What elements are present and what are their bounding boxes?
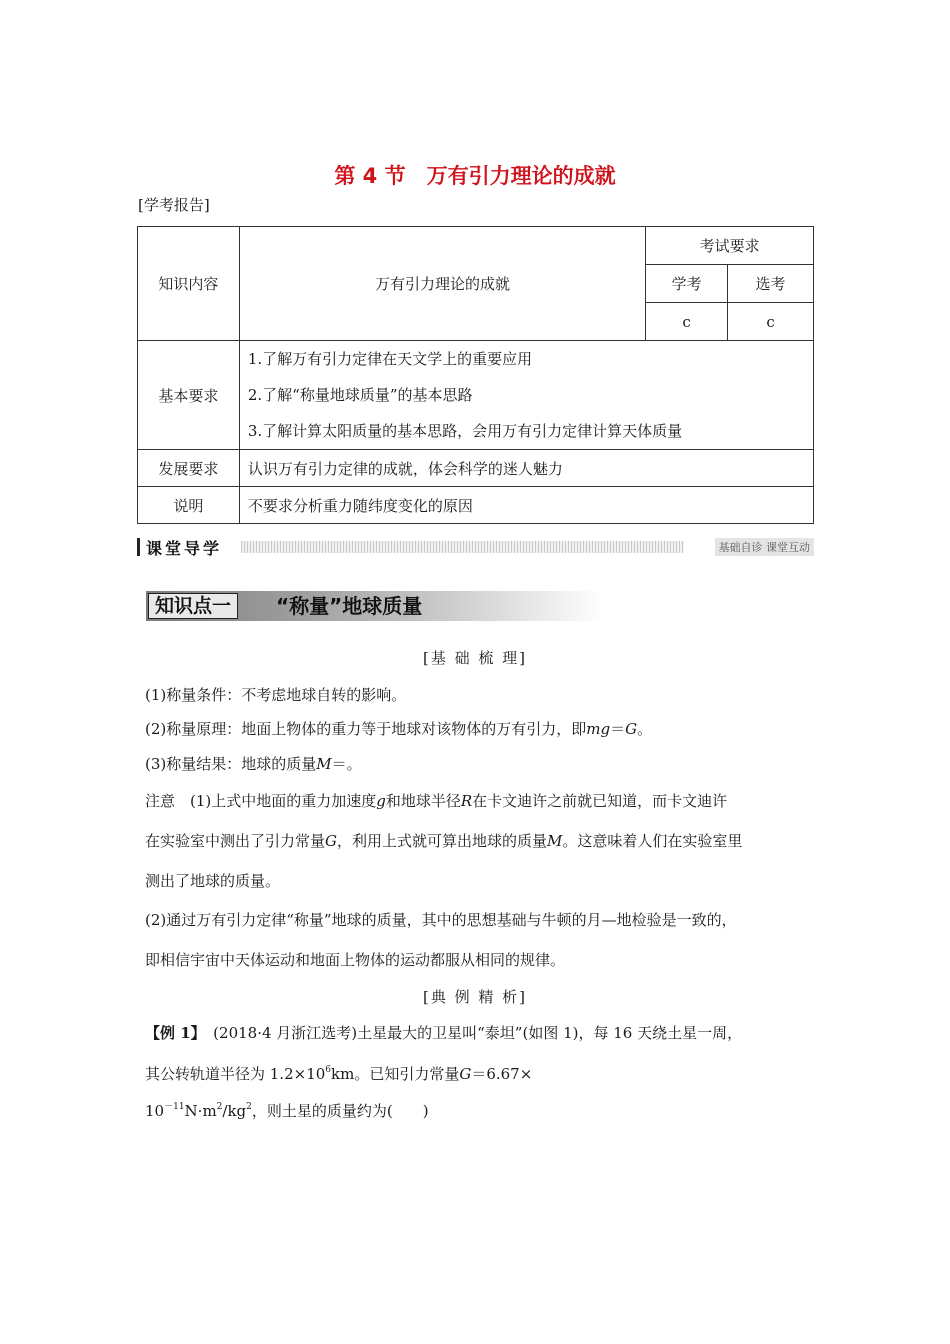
development-content: 认识万有引力定律的成就，体会科学的迷人魅力	[239, 450, 813, 487]
classroom-banner	[137, 536, 814, 558]
development-label: 发展要求	[138, 450, 240, 487]
col-xuekao: 学考	[646, 265, 728, 303]
paragraph: (1)称量条件：不考虑地球自转的影响。	[145, 686, 407, 704]
example-question: $10^{-11}N\cdot m^2/kg^2$，则土星的质量约为( )	[145, 1102, 429, 1120]
basic-item: 1.了解万有引力定律在天文学上的重要应用	[247, 350, 533, 368]
paragraph: 即相信宇宙中天体运动和地面上物体的运动都服从相同的规律。	[145, 951, 566, 969]
requirements-table	[137, 226, 814, 524]
knowledge-point-tag: 知识点一	[148, 593, 238, 619]
section-example-analysis: [典 例 精 析]	[422, 988, 527, 1006]
banner-stripes	[241, 541, 684, 553]
example-question: 其公转轨道半径为 $1.2\times 10^6km$。已知引力常量G＝6.67×	[145, 1065, 533, 1083]
paragraph: (2)通过万有引力定律“称量”地球的质量，其中的思想基础与牛顿的月—地检验是一致的，	[145, 911, 737, 929]
paragraph: 注意 (1)上式中地面的重力加速度g和地球半径R在卡文迪许之前就已知道，而卡文迪许	[145, 792, 728, 810]
val-xuekao: c	[646, 303, 728, 341]
exam-requirements-header: 考试要求	[646, 227, 814, 265]
note-content: 不要求分析重力随纬度变化的原因	[239, 487, 813, 524]
knowledge-content-label: 知识内容	[138, 227, 240, 341]
val-xuankao: c	[728, 303, 814, 341]
paragraph: 测出了地球的质量。	[145, 872, 281, 890]
page-title: 第 4 节 万有引力理论的成就	[334, 164, 616, 188]
paragraph: (2)称量原理：地面上物体的重力等于地球对该物体的万有引力，即mg＝G。	[145, 720, 653, 738]
paragraph: 在实验室中测出了引力常量G，利用上式就可算出地球的质量M。这意味着人们在实验室里	[145, 832, 743, 850]
paragraph: (3)称量结果：地球的质量M＝。	[145, 755, 362, 773]
banner-title: 课堂导学	[146, 538, 223, 558]
note-label: 说明	[138, 487, 240, 524]
banner-subtitle: 基础自诊 课堂互动	[715, 538, 815, 556]
knowledge-point-title: “称量”地球质量	[276, 594, 423, 618]
example-label: 【例 1】	[145, 1024, 199, 1042]
col-xuankao: 选考	[728, 265, 814, 303]
section-basic-review: [基 础 梳 理]	[422, 649, 527, 667]
knowledge-content-value: 万有引力理论的成就	[239, 227, 645, 341]
banner-bar	[137, 538, 140, 556]
report-label: [学考报告]	[138, 196, 210, 214]
example-question: 【例 1】 (2018·4 月浙江选考)土星最大的卫星叫“泰坦”(如图 1)，每 16 天绕土星一周，	[145, 1024, 743, 1042]
basic-item: 2.了解“称量地球质量”的基本思路	[247, 386, 473, 404]
basic-requirements-list	[239, 341, 813, 450]
basic-item: 3.了解计算太阳质量的基本思路，会用万有引力定律计算天体质量	[247, 422, 683, 440]
basic-requirements-label: 基本要求	[138, 341, 240, 450]
knowledge-point-banner	[146, 591, 604, 621]
